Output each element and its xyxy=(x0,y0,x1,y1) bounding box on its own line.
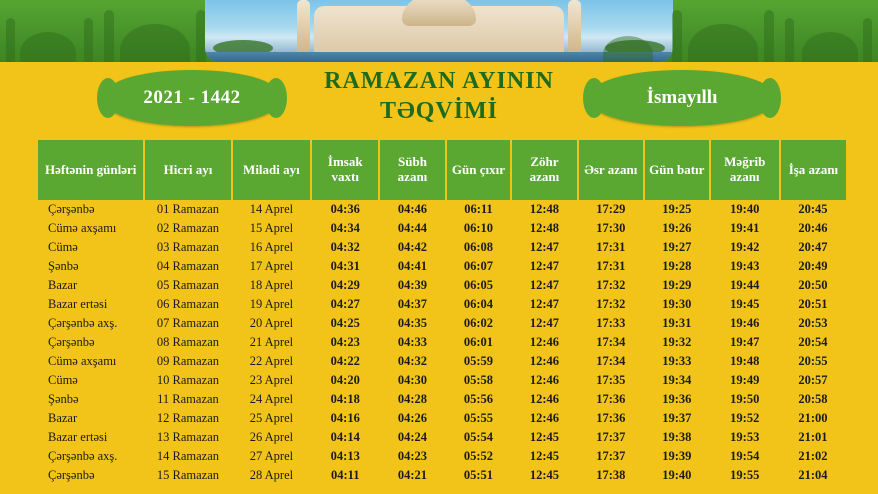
column-header-10: İşa azanı xyxy=(780,140,846,200)
cell-time-9: 19:52 xyxy=(730,411,760,425)
cell-time-4: 04:37 xyxy=(397,297,428,311)
cell-time-7: 17:36 xyxy=(596,411,626,425)
table-row xyxy=(38,314,846,333)
top-banner xyxy=(0,0,878,62)
cell-time-6: 12:45 xyxy=(529,468,559,482)
cell-time-10: 20:47 xyxy=(798,240,828,254)
cell-time-3: 04:29 xyxy=(330,278,360,292)
cell-weekday: Çərşənbə xyxy=(48,335,95,349)
cell-time-3: 04:27 xyxy=(330,297,360,311)
table-row xyxy=(38,352,846,371)
cell-time-6: 12:47 xyxy=(529,297,559,311)
cell-time-8: 19:26 xyxy=(662,221,692,235)
cell-time-3: 04:36 xyxy=(330,202,360,216)
column-header-8: Gün batır xyxy=(644,140,710,200)
cell-time-4: 04:33 xyxy=(397,335,428,349)
cell-gregorian-date: 28 Aprel xyxy=(249,468,294,482)
cell-time-9: 19:45 xyxy=(730,297,760,311)
cell-time-3: 04:18 xyxy=(330,392,360,406)
cell-hijri-date: 03 Ramazan xyxy=(156,240,220,254)
cell-weekday: Çərşənbə axş. xyxy=(48,316,118,330)
cell-weekday: Şənbə xyxy=(48,259,79,273)
column-header-5: Gün çıxır xyxy=(446,140,512,200)
cell-time-4: 04:23 xyxy=(397,449,428,463)
cell-time-3: 04:14 xyxy=(330,430,360,444)
cell-gregorian-date: 21 Aprel xyxy=(249,335,294,349)
cell-time-5: 05:54 xyxy=(463,430,494,444)
table-row xyxy=(38,466,846,485)
table-row xyxy=(38,390,846,409)
cell-time-9: 19:41 xyxy=(730,221,760,235)
cell-gregorian-date: 15 Aprel xyxy=(249,221,294,235)
cell-time-10: 20:55 xyxy=(798,354,828,368)
table-row xyxy=(38,371,846,390)
table-row xyxy=(38,238,846,257)
cell-time-5: 05:56 xyxy=(463,392,494,406)
column-header-7: Əsr azanı xyxy=(578,140,644,200)
cell-time-7: 17:31 xyxy=(596,240,626,254)
cell-hijri-date: 12 Ramazan xyxy=(156,411,220,425)
region-badge: İsmayıllı xyxy=(592,70,772,126)
cell-time-5: 06:05 xyxy=(463,278,494,292)
cell-time-9: 19:54 xyxy=(730,449,760,463)
table-body xyxy=(38,200,846,485)
cell-gregorian-date: 20 Aprel xyxy=(249,316,294,330)
mosque-silhouette-right xyxy=(578,0,878,62)
cell-time-4: 04:39 xyxy=(397,278,428,292)
cell-weekday: Çərşənbə xyxy=(48,468,95,482)
table-header-row xyxy=(38,140,846,200)
table-row xyxy=(38,276,846,295)
cell-time-3: 04:23 xyxy=(330,335,360,349)
cell-time-10: 20:45 xyxy=(798,202,828,216)
cell-time-9: 19:50 xyxy=(730,392,760,406)
table-row xyxy=(38,333,846,352)
cell-time-6: 12:47 xyxy=(529,240,559,254)
cell-time-6: 12:48 xyxy=(529,221,559,235)
cell-hijri-date: 10 Ramazan xyxy=(156,373,220,387)
cell-time-4: 04:46 xyxy=(397,202,428,216)
table-row xyxy=(38,257,846,276)
cell-time-4: 04:32 xyxy=(397,354,428,368)
cell-time-7: 17:32 xyxy=(596,278,626,292)
cell-time-7: 17:33 xyxy=(596,316,626,330)
cell-weekday: Şənbə xyxy=(48,392,79,406)
cell-time-5: 06:11 xyxy=(464,202,493,216)
cell-time-10: 20:57 xyxy=(798,373,828,387)
year-badge: 2021 - 1442 xyxy=(106,70,278,126)
cell-hijri-date: 02 Ramazan xyxy=(156,221,220,235)
cell-time-5: 05:52 xyxy=(463,449,494,463)
cell-hijri-date: 09 Ramazan xyxy=(156,354,220,368)
table-row xyxy=(38,447,846,466)
cell-time-3: 04:31 xyxy=(330,259,360,273)
cell-time-7: 17:35 xyxy=(596,373,626,387)
cell-time-3: 04:20 xyxy=(330,373,360,387)
cell-time-5: 06:07 xyxy=(463,259,494,273)
cell-time-4: 04:30 xyxy=(397,373,428,387)
cell-weekday: Bazar xyxy=(48,411,78,425)
column-header-0: Həftənin günləri xyxy=(38,140,144,200)
cell-time-7: 17:34 xyxy=(596,354,626,368)
cell-gregorian-date: 23 Aprel xyxy=(249,373,294,387)
cell-time-5: 06:10 xyxy=(463,221,494,235)
cell-time-8: 19:34 xyxy=(662,373,692,387)
cell-time-10: 20:50 xyxy=(798,278,828,292)
table-header xyxy=(38,140,846,200)
cell-time-3: 04:34 xyxy=(330,221,360,235)
cell-gregorian-date: 16 Aprel xyxy=(249,240,294,254)
cell-time-9: 19:43 xyxy=(730,259,760,273)
cell-time-8: 19:33 xyxy=(662,354,692,368)
cell-hijri-date: 08 Ramazan xyxy=(156,335,220,349)
cell-time-7: 17:38 xyxy=(596,468,626,482)
cell-time-4: 04:42 xyxy=(397,240,428,254)
cell-time-8: 19:31 xyxy=(662,316,692,330)
cell-time-8: 19:29 xyxy=(662,278,692,292)
cell-hijri-date: 07 Ramazan xyxy=(156,316,220,330)
cell-hijri-date: 15 Ramazan xyxy=(156,468,220,482)
column-header-9: Məğrib azanı xyxy=(710,140,780,200)
cell-time-3: 04:11 xyxy=(331,468,360,482)
cell-time-3: 04:16 xyxy=(330,411,360,425)
cell-time-9: 19:40 xyxy=(730,202,760,216)
cell-time-8: 19:36 xyxy=(662,392,692,406)
cell-time-6: 12:45 xyxy=(529,430,559,444)
cell-gregorian-date: 26 Aprel xyxy=(249,430,294,444)
title-line-1: RAMAZAN AYININ xyxy=(324,68,554,94)
cell-time-6: 12:47 xyxy=(529,278,559,292)
cell-time-9: 19:48 xyxy=(730,354,760,368)
cell-weekday: Cümə xyxy=(48,373,78,387)
cell-time-10: 21:02 xyxy=(798,449,828,463)
cell-time-4: 04:35 xyxy=(397,316,428,330)
cell-time-6: 12:47 xyxy=(529,316,559,330)
cell-weekday: Cümə axşamı xyxy=(48,221,117,235)
column-header-6: Zöhr azanı xyxy=(511,140,577,200)
table-row xyxy=(38,409,846,428)
cell-time-10: 21:01 xyxy=(798,430,828,444)
cell-time-10: 21:04 xyxy=(798,468,828,482)
cell-hijri-date: 11 Ramazan xyxy=(157,392,219,406)
cell-gregorian-date: 24 Aprel xyxy=(249,392,294,406)
title-line-2: TƏQVİMİ xyxy=(379,98,499,124)
cell-time-7: 17:36 xyxy=(596,392,626,406)
cell-time-4: 04:26 xyxy=(397,411,428,425)
column-header-3: İmsak vaxtı xyxy=(311,140,379,200)
cell-time-4: 04:44 xyxy=(397,221,428,235)
cell-time-4: 04:41 xyxy=(397,259,428,273)
cell-time-8: 19:39 xyxy=(662,449,692,463)
cell-time-4: 04:24 xyxy=(397,430,428,444)
cell-time-10: 20:46 xyxy=(798,221,828,235)
cell-time-4: 04:21 xyxy=(397,468,428,482)
cell-time-9: 19:44 xyxy=(730,278,760,292)
calendar-table-wrap xyxy=(38,140,846,485)
cell-time-7: 17:30 xyxy=(596,221,626,235)
cell-time-9: 19:49 xyxy=(730,373,760,387)
cell-time-5: 05:59 xyxy=(463,354,494,368)
cell-time-5: 06:01 xyxy=(463,335,494,349)
cell-gregorian-date: 17 Aprel xyxy=(249,259,294,273)
cell-weekday: Çərşənbə xyxy=(48,202,95,216)
cell-time-6: 12:46 xyxy=(529,354,559,368)
cell-time-5: 06:04 xyxy=(463,297,494,311)
cell-time-6: 12:46 xyxy=(529,411,559,425)
cell-time-10: 20:49 xyxy=(798,259,828,273)
cell-time-10: 20:53 xyxy=(798,316,828,330)
cell-time-9: 19:46 xyxy=(730,316,760,330)
cell-gregorian-date: 14 Aprel xyxy=(249,202,294,216)
table-row xyxy=(38,200,846,219)
cell-weekday: Çərşənbə axş. xyxy=(48,449,118,463)
cell-weekday: Bazar xyxy=(48,278,78,292)
cell-time-6: 12:47 xyxy=(529,259,559,273)
cell-time-10: 21:00 xyxy=(798,411,828,425)
cell-time-4: 04:28 xyxy=(397,392,428,406)
cell-weekday: Cümə axşamı xyxy=(48,354,117,368)
cell-time-9: 19:47 xyxy=(730,335,760,349)
cell-hijri-date: 06 Ramazan xyxy=(156,297,220,311)
cell-time-7: 17:37 xyxy=(596,430,626,444)
cell-time-7: 17:31 xyxy=(596,259,626,273)
column-header-1: Hicri ayı xyxy=(144,140,231,200)
cell-time-8: 19:25 xyxy=(662,202,692,216)
cell-weekday: Cümə xyxy=(48,240,78,254)
cell-time-5: 06:02 xyxy=(463,316,494,330)
cell-time-8: 19:40 xyxy=(662,468,692,482)
cell-time-3: 04:25 xyxy=(330,316,360,330)
cell-time-9: 19:55 xyxy=(730,468,760,482)
column-header-2: Miladi ayı xyxy=(232,140,312,200)
cell-time-8: 19:28 xyxy=(662,259,692,273)
cell-time-6: 12:46 xyxy=(529,392,559,406)
cell-hijri-date: 05 Ramazan xyxy=(156,278,220,292)
cell-time-6: 12:45 xyxy=(529,449,559,463)
prayer-times-table xyxy=(38,140,846,485)
cell-gregorian-date: 27 Aprel xyxy=(249,449,294,463)
cell-time-10: 20:54 xyxy=(798,335,828,349)
cell-time-10: 20:58 xyxy=(798,392,828,406)
title-row xyxy=(0,62,878,134)
cell-weekday: Bazar ertəsi xyxy=(48,430,108,444)
table-row xyxy=(38,428,846,447)
cell-time-7: 17:32 xyxy=(596,297,626,311)
cell-time-8: 19:38 xyxy=(662,430,692,444)
cell-time-7: 17:34 xyxy=(596,335,626,349)
cell-time-7: 17:29 xyxy=(596,202,626,216)
column-header-4: Sübh azanı xyxy=(379,140,445,200)
cell-time-8: 19:32 xyxy=(662,335,692,349)
table-row xyxy=(38,295,846,314)
cell-time-6: 12:46 xyxy=(529,335,559,349)
cell-gregorian-date: 22 Aprel xyxy=(249,354,294,368)
cell-hijri-date: 04 Ramazan xyxy=(156,259,220,273)
cell-gregorian-date: 25 Aprel xyxy=(249,411,294,425)
cell-time-6: 12:48 xyxy=(529,202,559,216)
cell-time-8: 19:27 xyxy=(662,240,692,254)
cell-time-5: 05:51 xyxy=(463,468,494,482)
cell-gregorian-date: 19 Aprel xyxy=(249,297,294,311)
cell-time-9: 19:42 xyxy=(730,240,760,254)
cell-gregorian-date: 18 Aprel xyxy=(249,278,294,292)
cell-time-5: 05:55 xyxy=(463,411,494,425)
cell-time-5: 05:58 xyxy=(463,373,494,387)
cell-time-10: 20:51 xyxy=(798,297,828,311)
cell-time-3: 04:32 xyxy=(330,240,360,254)
cell-time-3: 04:13 xyxy=(330,449,360,463)
cell-time-3: 04:22 xyxy=(330,354,360,368)
cell-time-6: 12:46 xyxy=(529,373,559,387)
cell-time-8: 19:30 xyxy=(662,297,692,311)
cell-hijri-date: 01 Ramazan xyxy=(156,202,220,216)
cell-time-5: 06:08 xyxy=(463,240,494,254)
table-row xyxy=(38,219,846,238)
cell-time-8: 19:37 xyxy=(662,411,692,425)
cell-time-9: 19:53 xyxy=(730,430,760,444)
cell-hijri-date: 14 Ramazan xyxy=(156,449,220,463)
cell-weekday: Bazar ertəsi xyxy=(48,297,108,311)
cell-hijri-date: 13 Ramazan xyxy=(156,430,220,444)
cell-time-7: 17:37 xyxy=(596,449,626,463)
